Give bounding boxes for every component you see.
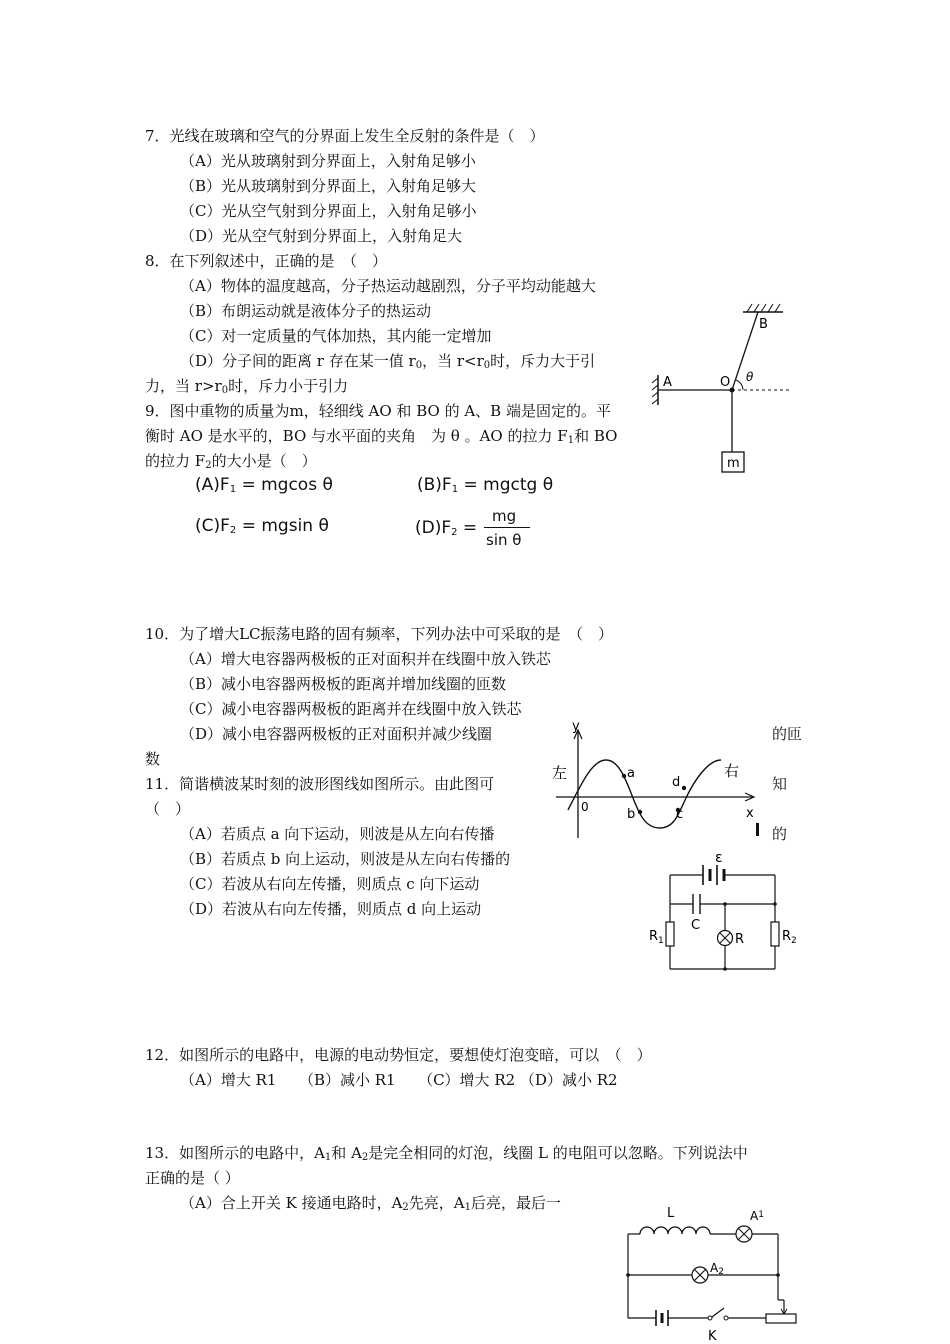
q9-stem-line1: 9．图中重物的质量为m，轻细线 AO 和 BO 的 A、B 端是固定的。平 <box>145 402 611 420</box>
q7-option-c: （C）光从空气射到分界面上，入射角足够小 <box>180 202 477 220</box>
q9-option-d: $(D)F_2$ = <box>415 518 478 538</box>
q9-fig-label-b: B <box>759 317 768 332</box>
q8-option-d-line2: 力，当 $r>r_0$时，斥力小于引力 <box>145 377 349 396</box>
q10-option-c: （C）减小电容器两极板的距离并在线圈中放入铁芯 <box>180 700 522 718</box>
q11-paren: （ ） <box>145 800 191 818</box>
q7-option-b: （B）光从玻璃射到分界面上，入射角足够大 <box>180 177 477 195</box>
q13-stem-line2: 正确的是（ ） <box>145 1169 240 1187</box>
q11-point-a-label: a <box>627 766 635 781</box>
q8-option-d-line1: （D）分子间的距离 r 存在某一值 $r_0$，当 $r<r_0$时，斥力大于引 <box>180 352 596 371</box>
q12-r1-label: $R_1$ <box>649 929 664 946</box>
q9-option-b: $(B)F_1$ = mgctg θ <box>417 475 554 495</box>
q11-origin-label: 0 <box>581 800 589 814</box>
q10-option-d: （D）减小电容器两极板的正对面积并减少线圈 <box>180 725 493 743</box>
q13-circuit-figure <box>620 1200 810 1344</box>
q8-stem: 8．在下列叙述中，正确的是 （ ） <box>145 252 388 270</box>
q10-option-d-wrap: 数 <box>145 750 161 768</box>
q7-option-a: （A）光从玻璃射到分界面上，入射角足够小 <box>180 152 476 170</box>
q10-stem: 10．为了增大LC振荡电路的固有频率，下列办法中可采取的是 （ ） <box>145 625 614 643</box>
q9-fig-label-m: m <box>727 456 740 471</box>
q11-axis-y-label: y <box>572 719 580 734</box>
q11-option-b: （B）若质点 b 向上运动，则波是从左向右传播的 <box>180 850 511 868</box>
q12-r2-label: $R_2$ <box>782 929 797 946</box>
q11-stem: 11．简谐横波某时刻的波形图线如图所示。由此图可 <box>145 775 495 793</box>
q9-fig-label-o: O <box>720 375 731 390</box>
q9-stem-line3: 的拉力 $F_2$的大小是（ ） <box>145 452 317 471</box>
q11-point-c-label: c <box>676 807 684 822</box>
q11-stem-tail: 知 <box>772 775 788 793</box>
q11-right-label: 右 <box>724 762 740 780</box>
q11-option-c: （C）若波从右向左传播，则质点 c 向下运动 <box>180 875 480 893</box>
q13-a2-label: A2 <box>710 1261 724 1277</box>
q11-option-a-tail: 的 <box>772 825 788 843</box>
q12-lamp-label: R <box>735 932 745 947</box>
q11-point-d-label: d <box>672 775 681 790</box>
q11-left-label: 左 <box>552 764 568 782</box>
q13-stem-line1: 13．如图所示的电路中，$A_1$和 $A_2$是完全相同的灯泡，线圈 L 的电阻可以忽略。下列说法中 <box>145 1144 748 1163</box>
q9-option-d-denominator: sin θ <box>486 531 522 549</box>
q8-option-b: （B）布朗运动就是液体分子的热运动 <box>180 302 432 320</box>
q12-options: （A）增大 R1 （B）减小 R1 （C）增大 R2 （D）减小 R2 <box>180 1071 618 1089</box>
q9-fig-label-theta: θ <box>746 370 754 384</box>
q12-capacitor-label: C <box>691 918 701 933</box>
q7-option-d: （D）光从空气射到分界面上，入射角足大 <box>180 227 463 245</box>
q10-option-d-tail: 的匝 <box>772 725 803 743</box>
q12-stem: 12．如图所示的电路中，电源的电动势恒定，要想使灯泡变暗，可以 （ ） <box>145 1046 652 1064</box>
q11-axis-x-label: x <box>746 806 754 821</box>
q9-option-a: $(A)F_1 = mgcos$ θ <box>195 475 333 495</box>
q9-option-c: $(C)F_2 = mgsin$ θ <box>195 516 329 536</box>
q13-a1-label: $A^1$ <box>750 1209 764 1223</box>
q7-stem: 7．光线在玻璃和空气的分界面上发生全反射的条件是（ ） <box>145 127 545 145</box>
q10-option-b: （B）减小电容器两极板的距离并增加线圈的匝数 <box>180 675 507 693</box>
q12-emf-label: ε <box>715 850 723 866</box>
q9-fig-label-a: A <box>663 375 672 390</box>
q8-option-a: （A）物体的温度越高，分子热运动越剧烈，分子平均动能越大 <box>180 277 596 295</box>
q13-option-a: （A）合上开关 K 接通电路时，$A_2$先亮，$A_1$后亮，最后一 <box>180 1194 562 1213</box>
q8-option-c: （C）对一定质量的气体加热，其内能一定增加 <box>180 327 492 345</box>
q9-option-d-numerator: mg <box>492 507 517 525</box>
q9-stem-line2: 衡时 AO 是水平的，BO 与水平面的夹角 为 θ 。AO 的拉力 $F_1$和 BO <box>145 427 618 446</box>
q11-option-d: （D）若波从右向左传播，则质点 d 向上运动 <box>180 900 482 918</box>
q9-figure <box>650 300 820 480</box>
q11-point-b-label: b <box>627 807 636 822</box>
q11-option-a: （A）若质点 a 向下运动，则波是从左向右传播 <box>180 825 495 843</box>
q9-fraction-bar <box>484 527 530 528</box>
q10-option-a: （A）增大电容器两极板的正对面积并在线圈中放入铁芯 <box>180 650 551 668</box>
q11-wave-figure <box>548 720 763 840</box>
q13-inductor-label: L <box>667 1206 675 1221</box>
q13-switch-label: K <box>708 1329 717 1344</box>
q12-circuit-figure <box>645 842 815 974</box>
